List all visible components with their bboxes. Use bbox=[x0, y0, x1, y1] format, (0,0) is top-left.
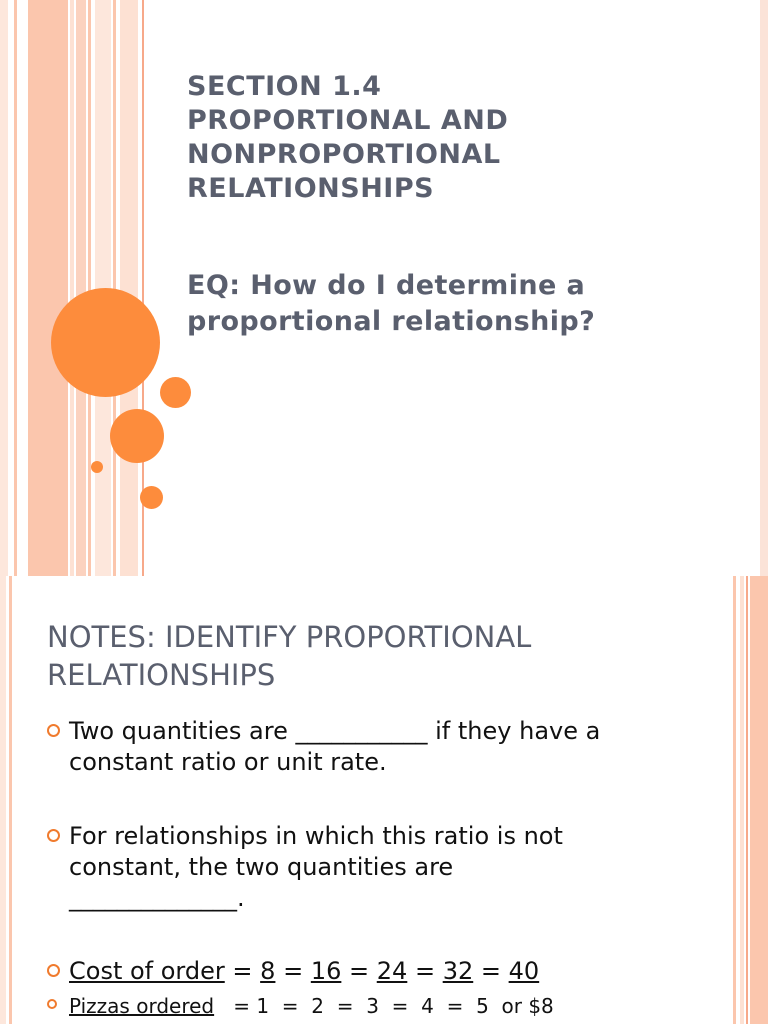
decorative-circle bbox=[160, 377, 191, 408]
decorative-circle bbox=[51, 288, 160, 397]
equals-sign: = bbox=[446, 994, 464, 1018]
bullet-text: For relationships in which this ratio is not bbox=[69, 822, 563, 850]
decorative-stripe bbox=[760, 0, 768, 576]
decorative-circle bbox=[140, 486, 163, 509]
equals-sign: = bbox=[336, 994, 354, 1018]
equals-sign: = bbox=[391, 994, 409, 1018]
cost-label: Cost of order bbox=[69, 957, 225, 985]
notes-title-line: NOTES: IDENTIFY PROPORTIONAL bbox=[47, 620, 532, 654]
decorative-circle bbox=[110, 409, 164, 463]
notes-slide bbox=[0, 576, 768, 1024]
fill-in-blank: ___________ bbox=[295, 717, 428, 745]
bullet-ring-icon bbox=[47, 829, 60, 842]
pizzas-suffix: or $8 bbox=[501, 994, 554, 1018]
title-line: SECTION 1.4 bbox=[187, 71, 382, 102]
bullet-nonproportional-definition bbox=[47, 821, 687, 914]
decorative-stripe bbox=[70, 0, 74, 576]
decorative-stripe bbox=[0, 576, 6, 1024]
decorative-stripe bbox=[120, 0, 138, 576]
essential-question bbox=[187, 268, 667, 340]
decorative-stripe bbox=[746, 576, 748, 1024]
pizzas-value: 2 bbox=[311, 994, 324, 1018]
cost-value: 8 bbox=[260, 957, 276, 985]
slide-title bbox=[187, 70, 657, 206]
bullet-cost-ratio bbox=[47, 956, 687, 987]
decorative-stripe bbox=[9, 576, 12, 1024]
title-line: RELATIONSHIPS bbox=[187, 173, 435, 204]
decorative-stripe bbox=[740, 576, 744, 1024]
pizzas-value: 3 bbox=[366, 994, 379, 1018]
bullet-ring-icon bbox=[47, 964, 60, 977]
equals-sign: = bbox=[349, 957, 370, 985]
equals-sign: = bbox=[414, 957, 436, 985]
pizzas-value: 5 bbox=[476, 994, 489, 1018]
cost-value: 24 bbox=[376, 957, 408, 985]
pizzas-label: Pizzas ordered bbox=[69, 994, 215, 1018]
cost-value: 40 bbox=[508, 957, 540, 985]
bullet-ring-icon bbox=[47, 999, 57, 1009]
bullet-text: constant ratio or unit rate. bbox=[69, 748, 387, 776]
cost-value: 32 bbox=[442, 957, 474, 985]
pizzas-value: 1 bbox=[256, 994, 270, 1018]
bullet-pizzas-ratio bbox=[47, 993, 687, 1019]
equals-sign: = bbox=[480, 957, 501, 985]
equals-sign: = bbox=[283, 957, 304, 985]
bullet-ring-icon bbox=[47, 724, 60, 737]
bullet-text: if they have a bbox=[435, 717, 601, 745]
equals-sign: = bbox=[233, 994, 250, 1018]
notes-title-line: RELATIONSHIPS bbox=[47, 658, 276, 692]
equals-sign: = bbox=[281, 994, 299, 1018]
fill-in-blank: ______________ bbox=[69, 884, 237, 912]
decorative-stripe bbox=[14, 0, 17, 576]
title-line: PROPORTIONAL AND bbox=[187, 105, 509, 136]
decorative-circle bbox=[91, 461, 103, 473]
cost-value: 16 bbox=[310, 957, 342, 985]
decorative-stripe bbox=[0, 0, 8, 576]
pizzas-value: 4 bbox=[421, 994, 434, 1018]
equals-sign: = bbox=[232, 957, 253, 985]
decorative-stripe bbox=[750, 576, 768, 1024]
bullet-proportional-definition bbox=[47, 716, 687, 778]
subtitle-line: proportional relationship? bbox=[187, 306, 596, 337]
decorative-stripe bbox=[76, 0, 86, 576]
decorative-stripe bbox=[28, 0, 68, 576]
bullet-text: Two quantities are bbox=[69, 717, 288, 745]
subtitle-line: EQ: How do I determine a bbox=[187, 270, 586, 301]
decorative-stripe bbox=[733, 576, 736, 1024]
decorative-stripe bbox=[88, 0, 91, 576]
title-line: NONPROPORTIONAL bbox=[187, 139, 501, 170]
bullet-text: . bbox=[237, 884, 245, 912]
notes-title bbox=[47, 618, 697, 694]
bullet-text: constant, the two quantities are bbox=[69, 853, 454, 881]
